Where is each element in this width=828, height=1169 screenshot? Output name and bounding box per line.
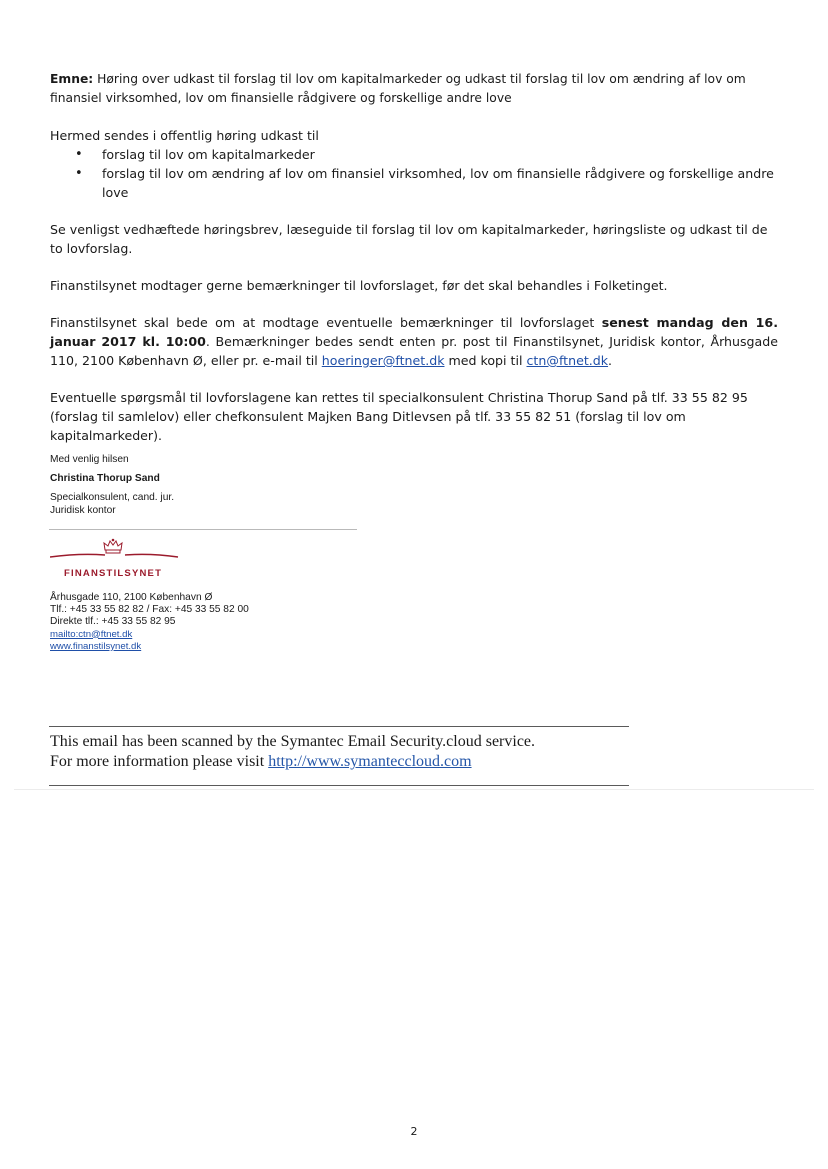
deadline-paragraph	[50, 313, 778, 370]
scan-notice	[50, 732, 630, 772]
bill-list	[50, 145, 778, 202]
subject-label: Emne:	[50, 72, 94, 86]
signature-greeting: Med venlig hilsen	[50, 454, 129, 465]
subject-text: Høring over udkast til forslag til lov om kapitalmarkeder og udkast til forslag til lov om ændring af lov om finansiel virksomhed, lov om finansielle rådgivere og forskellige andre love	[50, 72, 746, 105]
bill-list-item: • forslag til lov om kapitalmarkeder	[102, 145, 778, 164]
scan-notice-line2	[50, 752, 630, 772]
ctn-email-link[interactable]: ctn@ftnet.dk	[526, 353, 609, 368]
signature-name: Christina Thorup Sand	[50, 473, 160, 484]
page-faint-rule	[14, 789, 814, 790]
logo-brand-text: FINANSTILSYNET	[64, 568, 163, 579]
questions-paragraph: Eventuelle spørgsmål til lovforslagene kan rettes til specialkonsulent Christina Thorup Sand på tlf. 33 55 82 95 (forslag til samlelov) eller chefkonsulent Majken Bang Ditlevsen på tlf. 33 55 82 51 (forslag til lov om kapitalmarkeder).	[50, 390, 748, 443]
logo-lines-icon	[50, 552, 180, 560]
welcome-paragraph: Finanstilsynet modtager gerne bemærkninger til lovforslaget, før det skal behandles i Folketinget.	[50, 278, 668, 293]
scan-notice-prefix: For more information please visit	[50, 753, 269, 770]
scan-bottom-rule	[49, 785, 629, 786]
signature-block	[50, 453, 370, 517]
hoeringer-email-link[interactable]: hoeringer@ftnet.dk	[321, 353, 445, 368]
signature-department: Juridisk kontor	[50, 505, 116, 516]
intro-text: Hermed sendes i offentlig høring udkast til	[50, 128, 319, 143]
address-direct-phone: Direkte tlf.: +45 33 55 82 95	[50, 616, 176, 628]
scan-notice-line1: This email has been scanned by the Symantec Email Security.cloud service.	[50, 733, 536, 750]
symantec-link[interactable]: http://www.symanteccloud.com	[268, 753, 472, 770]
finanstilsynet-logo	[50, 538, 190, 582]
mailto-link[interactable]: mailto:ctn@ftnet.dk	[50, 628, 133, 640]
deadline-text-after: . Bemærkninger bedes sendt enten pr. post til Finanstilsynet, Juridisk kontor, Århusgade 110, 2100 København Ø, eller pr. e-mail til	[50, 334, 779, 368]
deadline-text-end: .	[608, 353, 613, 368]
website-link[interactable]: www.finanstilsynet.dk	[50, 640, 142, 652]
page-number: 2	[410, 1125, 418, 1138]
signature-divider	[49, 529, 357, 530]
deadline-date: senest mandag den 16. januar 2017 kl. 10:00	[50, 315, 778, 349]
scan-top-rule	[49, 726, 629, 727]
bill-list-item: • forslag til lov om ændring af lov om finansiel virksomhed, lov om finansielle rådgivere og forskellige andre love	[102, 164, 778, 202]
address-street: Århusgade 110, 2100 København Ø	[50, 592, 213, 603]
attachments-paragraph: Se venligst vedhæftede høringsbrev, læseguide til forslag til lov om kapitalmarkeder, høringsliste og udkast til de to lovforslag.	[50, 222, 768, 256]
address-block	[50, 592, 370, 653]
subject-line	[50, 70, 778, 108]
address-phone-fax: Tlf.: +45 33 55 82 82 / Fax: +45 33 55 82 00	[50, 604, 249, 616]
deadline-text-before: Finanstilsynet skal bede om at modtage eventuelle bemærkninger til lovforslaget	[50, 315, 602, 330]
deadline-text-mid: med kopi til	[444, 353, 527, 368]
signature-title: Specialkonsulent, cand. jur.	[50, 492, 175, 503]
email-body	[50, 70, 778, 445]
